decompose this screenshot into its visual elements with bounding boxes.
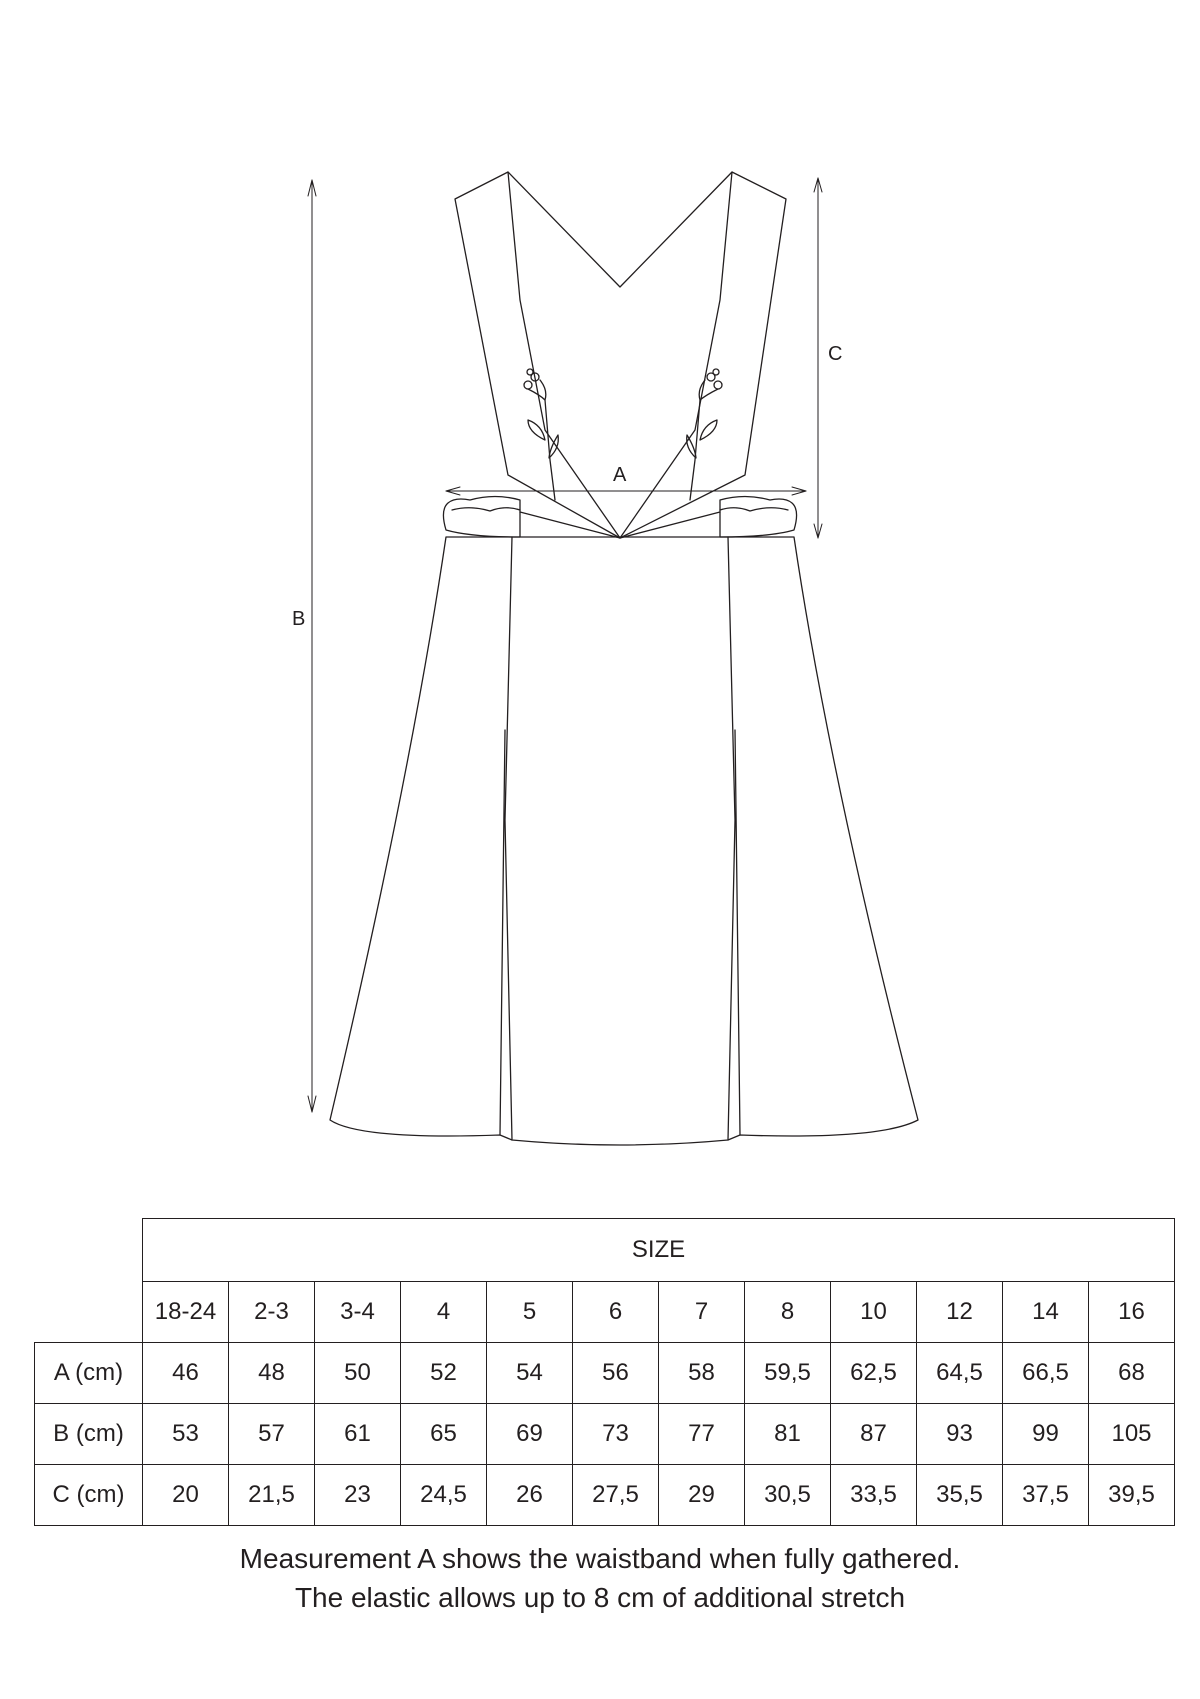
left-pleat-fold (500, 730, 505, 1135)
right-pleat-fold (735, 730, 740, 1135)
size-cell: 4 (401, 1282, 487, 1343)
left-embroidery (524, 369, 558, 500)
table-cell: 61 (315, 1404, 401, 1465)
size-cell: 3-4 (315, 1282, 401, 1343)
size-cell: 18-24 (143, 1282, 229, 1343)
right-waistband (720, 497, 797, 538)
size-header: SIZE (143, 1219, 1175, 1282)
table-cell: 53 (143, 1404, 229, 1465)
row-label: C (cm) (35, 1465, 143, 1526)
table-cell: 57 (229, 1404, 315, 1465)
note-line-2: The elastic allows up to 8 cm of additional stretch (294, 1582, 906, 1613)
note-line-1: Measurement A shows the waistband when fully gathered. (239, 1543, 961, 1574)
table-cell: 87 (831, 1404, 917, 1465)
measurement-b-arrow (308, 180, 316, 1112)
table-cell: 33,5 (831, 1465, 917, 1526)
left-pleat-line (505, 537, 512, 1140)
size-cell: 2-3 (229, 1282, 315, 1343)
table-cell: 27,5 (573, 1465, 659, 1526)
table-cell: 46 (143, 1343, 229, 1404)
size-cell: 5 (487, 1282, 573, 1343)
table-cell: 68 (1089, 1343, 1175, 1404)
table-cell: 64,5 (917, 1343, 1003, 1404)
table-cell: 65 (401, 1404, 487, 1465)
size-row (35, 1282, 1175, 1343)
measurement-a-arrow (446, 487, 806, 495)
table-cell: 23 (315, 1465, 401, 1526)
table-cell: 66,5 (1003, 1343, 1089, 1404)
size-cell: 14 (1003, 1282, 1089, 1343)
size-cell: 8 (745, 1282, 831, 1343)
table-cell: 26 (487, 1465, 573, 1526)
table-cell: 56 (573, 1343, 659, 1404)
table-cell: 39,5 (1089, 1465, 1175, 1526)
size-cell: 10 (831, 1282, 917, 1343)
table-cell: 52 (401, 1343, 487, 1404)
table-cell: 81 (745, 1404, 831, 1465)
size-cell: 7 (659, 1282, 745, 1343)
left-waistband (443, 497, 520, 538)
measurement-c-arrow (814, 178, 822, 538)
row-label: B (cm) (35, 1404, 143, 1465)
table-cell: 50 (315, 1343, 401, 1404)
table-cell: 37,5 (1003, 1465, 1089, 1526)
bodice-bottom (520, 512, 720, 538)
table-cell: 30,5 (745, 1465, 831, 1526)
table-cell: 35,5 (917, 1465, 1003, 1526)
table-cell: 20 (143, 1465, 229, 1526)
table-cell: 29 (659, 1465, 745, 1526)
table-cell: 48 (229, 1343, 315, 1404)
size-chart-table (34, 1218, 1175, 1526)
table-cell: 54 (487, 1343, 573, 1404)
size-cell: 12 (917, 1282, 1003, 1343)
table-cell: 58 (659, 1343, 745, 1404)
table-cell: 21,5 (229, 1465, 315, 1526)
table-cell: 77 (659, 1404, 745, 1465)
table-cell: 62,5 (831, 1343, 917, 1404)
label-c: C (828, 343, 843, 365)
right-waistband-ruffle (720, 508, 788, 511)
right-strap-inner (620, 172, 732, 538)
table-row (35, 1404, 1175, 1465)
left-strap-inner (508, 172, 620, 538)
skirt-outline (330, 537, 918, 1145)
right-pleat-line (728, 537, 735, 1140)
table-cell: 73 (573, 1404, 659, 1465)
table-cell: 59,5 (745, 1343, 831, 1404)
table-cell: 93 (917, 1404, 1003, 1465)
empty-corner (35, 1219, 143, 1343)
left-waistband-ruffle (452, 508, 520, 511)
table-cell: 99 (1003, 1404, 1089, 1465)
label-b: B (292, 608, 306, 630)
table-row (35, 1465, 1175, 1526)
size-cell: 6 (573, 1282, 659, 1343)
label-a: A (613, 464, 627, 486)
table-cell: 69 (487, 1404, 573, 1465)
table-cell: 24,5 (401, 1465, 487, 1526)
table-row (35, 1343, 1175, 1404)
size-cell: 16 (1089, 1282, 1175, 1343)
table-cell: 105 (1089, 1404, 1175, 1465)
row-label: A (cm) (35, 1343, 143, 1404)
